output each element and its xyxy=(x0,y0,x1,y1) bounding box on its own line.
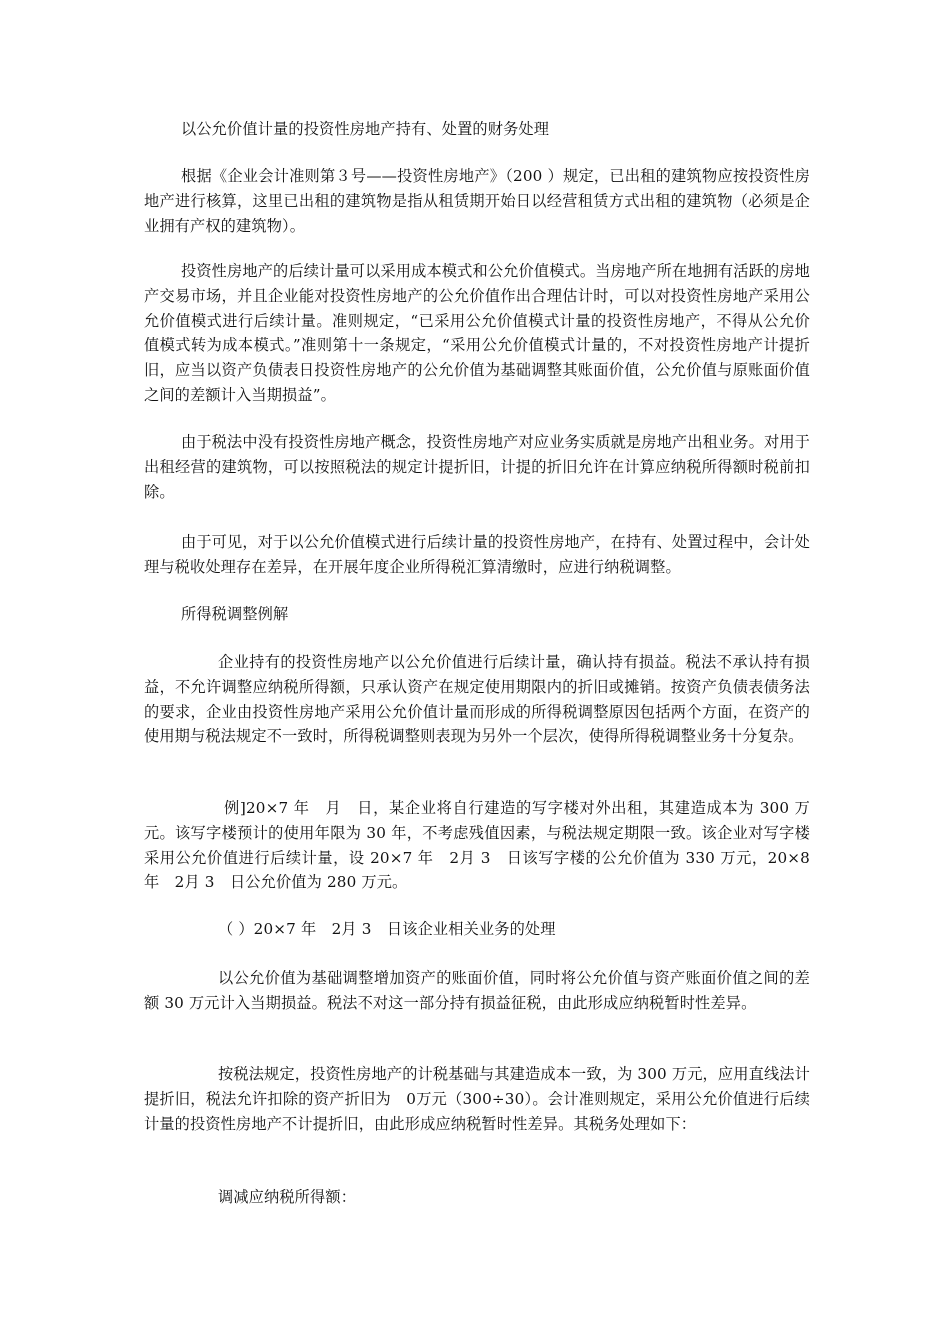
paragraph-fair-value-adjustment: 以公允价值为基础调整增加资产的账面价值，同时将公允价值与资产账面价值之间的差额 30 万元计入当期损益。税法不对这一部分持有损益征税，由此形成应纳税暂时性差异。 xyxy=(144,969,810,1012)
paragraph-example: 例]20×7 年 月 日，某企业将自行建造的写字楼对外出租，其建造成本为 300 万元。该写字楼预计的使用年限为 30 年，不考虑残值因素，与税法规定期限一致。该企业对写字楼采用公允价值进行后续计量，设 20×7 年 2月 3 日该写字楼的公允价值为 330 万元，20×8 年 2月 3 日公允价值为 280 万元。 xyxy=(144,799,815,892)
paragraph-depreciation: 按税法规定，投资性房地产的计税基础与其建造成本一致，为 300 万元，应用直线法计提折旧，税法允许扣除的资产折旧为 0万元（300÷30）。会计准则规定，采用公允价值进行后续计量的投资性房地产不计提折旧，由此形成应纳税暂时性差异。其税务处理如下： xyxy=(144,1065,810,1133)
paragraph-income-tax-adjustment: 企业持有的投资性房地产以公允价值进行后续计量，确认持有损益。税法不承认持有损益，不允许调整应纳税所得额，只承认资产在规定使用期限内的折旧或摊销。按资产负债表债务法的要求，企业由投资性房地产采用公允价值计量而形成的所得税调整原因包括两个方面，在资产的使用期与税法规定不一致时，所得税调整则表现为另外一个层次，使得所得税调整业务十分复杂。 xyxy=(144,653,810,746)
section-heading: 所得税调整例解 xyxy=(181,605,289,623)
paragraph-differences: 由于可见，对于以公允价值模式进行后续计量的投资性房地产，在持有、处置过程中，会计处理与税收处理存在差异，在开展年度企业所得税汇算清缴时，应进行纳税调整。 xyxy=(144,533,810,576)
paragraph-accounting-standard: 根据《企业会计准则第３号——投资性房地产》（200 ）规定，已出租的建筑物应按投资性房地产进行核算，这里已出租的建筑物是指从租赁期开始日以经营租赁方式出租的建筑物（必须是企业拥有产权的建筑物）。 xyxy=(144,167,810,235)
paragraph-example-step-heading: （ ）20×7 年 2月 3 日该企业相关业务的处理 xyxy=(218,920,556,938)
document-title: 以公允价值计量的投资性房地产持有、处置的财务处理 xyxy=(181,120,550,138)
paragraph-tax-law: 由于税法中没有投资性房地产概念，投资性房地产对应业务实质就是房地产出租业务。对用于出租经营的建筑物，可以按照税法的规定计提折旧，计提的折旧允许在计算应纳税所得额时税前扣除。 xyxy=(144,433,810,501)
paragraph-measurement-models: 投资性房地产的后续计量可以采用成本模式和公允价值模式。当房地产所在地拥有活跃的房地产交易市场，并且企业能对投资性房地产的公允价值作出合理估计时，可以对投资性房地产采用公允价值模式进行后续计量。准则规定，“已采用公允价值模式计量的投资性房地产，不得从公允价值模式转为成本模式。”准则第十一条规定，“采用公允价值模式计量的，不对投资性房地产计提折旧，应当以资产负债表日投资性房地产的公允价值为基础调整其账面价值，公允价值与原账面价值之间的差额计入当期损益”。 xyxy=(144,262,810,404)
paragraph-reduce-taxable-income: 调减应纳税所得额： xyxy=(218,1188,357,1206)
